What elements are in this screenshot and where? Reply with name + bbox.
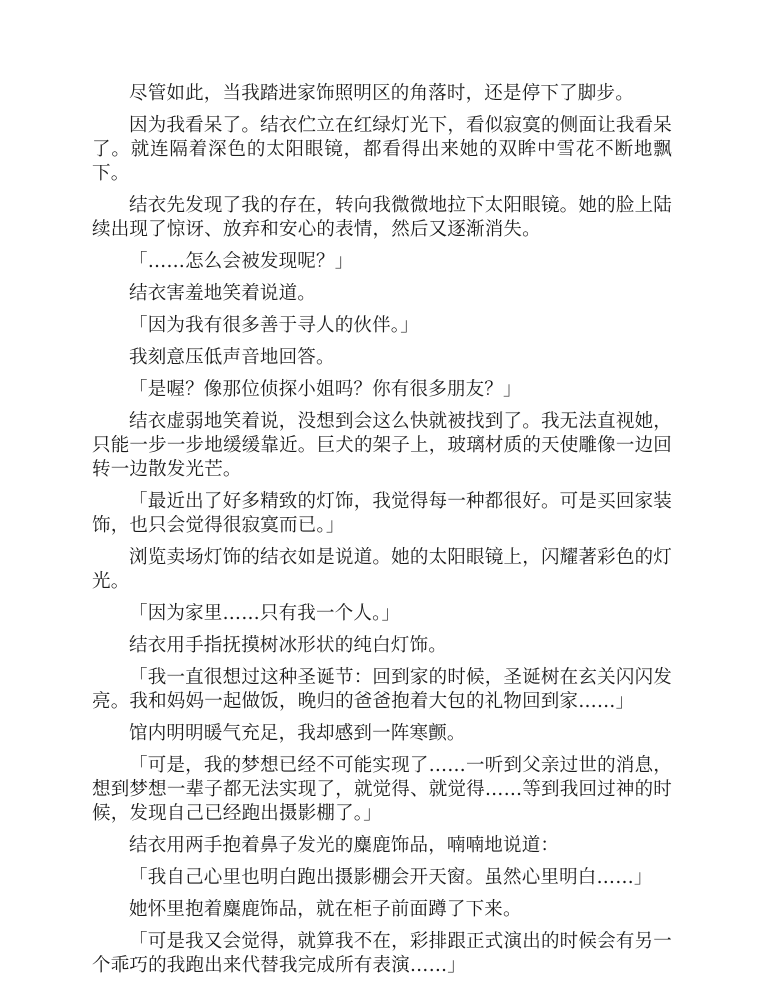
paragraph: 「是喔？像那位侦探小姐吗？你有很多朋友？」 (129, 379, 522, 400)
paragraph: 「……怎么会被发现呢？」 (129, 251, 354, 272)
paragraph: 浏览卖场灯饰的结衣如是说道。她的太阳眼镜上，闪耀著彩色的灯光。 (92, 547, 672, 592)
paragraph: 「最近出了好多精致的灯饰，我觉得每一种都很好。可是买回家装饰，也只会觉得很寂寞而已。」 (92, 491, 672, 536)
paragraph: 她怀里抱着麋鹿饰品，就在柜子前面蹲了下来。 (129, 899, 522, 920)
paragraph: 馆内明明暖气充足，我却感到一阵寒颤。 (129, 723, 466, 744)
paragraph: 「可是我又会觉得，就算我不在，彩排跟正式演出的时候会有另一个乖巧的我跑出来代替我完成所有表演……」 (92, 931, 672, 976)
paragraph: 我刻意压低声音地回答。 (129, 347, 335, 368)
paragraph: 「我一直很想过这种圣诞节：回到家的时候，圣诞树在玄关闪闪发亮。我和妈妈一起做饭，晚归的爸爸抱着大包的礼物回到家……」 (92, 667, 672, 712)
paragraph: 结衣害羞地笑着说道。 (129, 283, 317, 304)
paragraph: 「因为我有很多善于寻人的伙伴。」 (129, 315, 419, 336)
paragraph: 结衣用两手抱着鼻子发光的麋鹿饰品，喃喃地说道： (129, 835, 560, 856)
paragraph: 因为我看呆了。结衣伫立在红绿灯光下，看似寂寞的侧面让我看呆了。就连隔着深色的太阳眼镜，都看得出来她的双眸中雪花不断地飘下。 (92, 115, 672, 184)
paragraph: 尽管如此，当我踏进家饰照明区的角落时，还是停下了脚步。 (129, 83, 634, 104)
paragraph: 结衣虚弱地笑着说，没想到会这么快就被找到了。我无法直视她，只能一步一步地缓缓靠近。巨犬的架子上，玻璃材质的天使雕像一边回转一边散发光芒。 (92, 411, 672, 480)
paragraph: 「我自己心里也明白跑出摄影棚会开天窗。虽然心里明白……」 (129, 867, 653, 888)
paragraph: 结衣用手指抚摸树冰形状的纯白灯饰。 (129, 635, 447, 656)
paragraph: 「因为家里……只有我一个人。」 (129, 603, 401, 624)
document-body (92, 82, 672, 986)
paragraph: 结衣先发现了我的存在，转向我微微地拉下太阳眼镜。她的脸上陆续出现了惊讶、放弃和安心的表情，然后又逐渐消失。 (92, 195, 672, 240)
paragraph: 「可是，我的梦想已经不可能实现了……一听到父亲过世的消息，想到梦想一辈子都无法实现了，就觉得、就觉得……等到我回过神的时候，发现自己已经跑出摄影棚了。」 (92, 755, 672, 824)
